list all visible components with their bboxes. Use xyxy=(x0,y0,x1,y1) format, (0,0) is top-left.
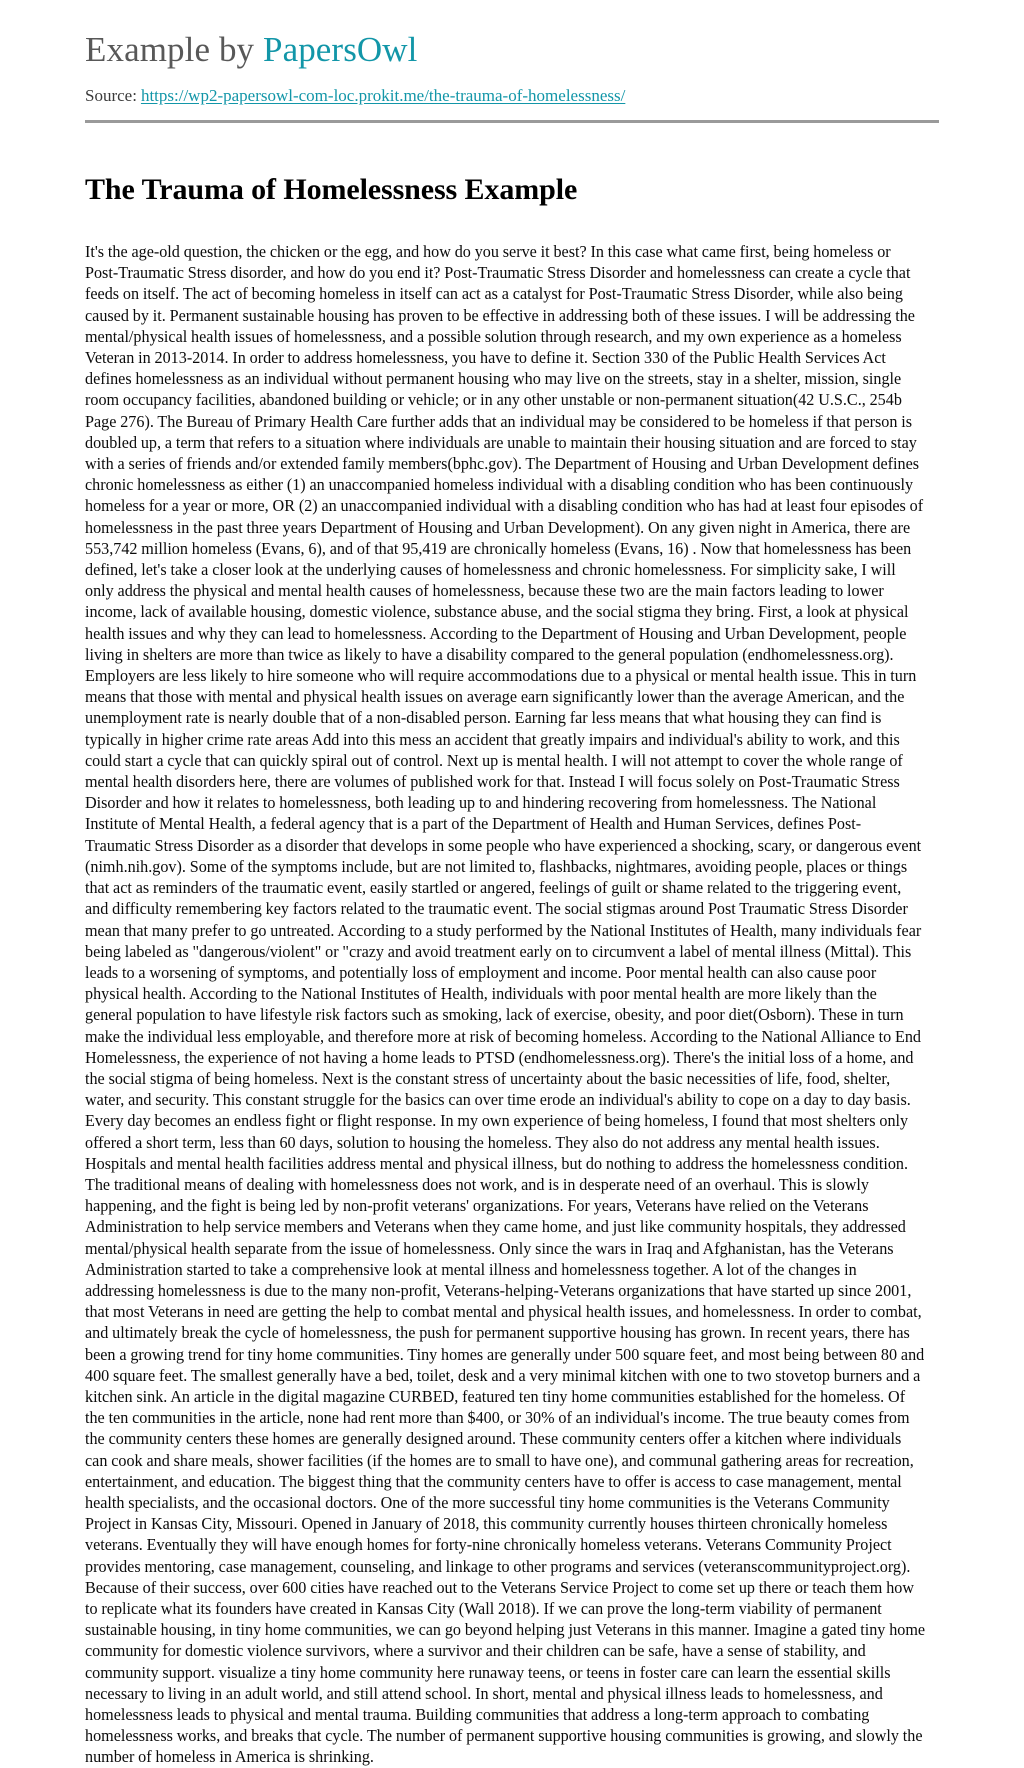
source-line xyxy=(85,85,939,107)
brand-name-text: PapersOwl xyxy=(263,30,418,69)
brand-prefix-text: Example by xyxy=(85,30,263,69)
page-header xyxy=(0,0,1024,107)
source-url-link[interactable]: https://wp2-papersowl-com-loc.prokit.me/the-trauma-of-homelessness/ xyxy=(140,86,626,105)
brand-heading xyxy=(85,28,939,72)
source-label: Source: xyxy=(85,86,137,105)
essay-paragraph: It's the age-old question, the chicken or the egg, and how do you serve it best? In this case what came first, being homeless or Post-Traumatic Stress disorder, and how do you end it? Post-Traumatic Stress Disorder and homelessness can create a cycle that feeds on itself. The act of becoming homeless in itself can act as a catalyst for Post-Traumatic Stress Disorder, while also being caused by it. Permanent sustainable housing has proven to be effective in addressing both of these issues. I will be addressing the mental/physical health issues of homelessness, and a possible solution through research, and my own experience as a homeless Veteran in 2013-2014. In order to address homelessness, you have to define it. Section 330 of the Public Health Services Act defines homelessness as an individual without permanent housing who may live on the streets, stay in a shelter, mission, single room occupancy facilities, abandoned building or vehicle; or in any other unstable or non-permanent situation(42 U.S.C., 254b Page 276). The Bureau of Primary Health Care further adds that an individual may be considered to be homeless if that person is doubled up, a term that refers to a situation where individuals are unable to maintain their housing situation and are forced to stay with a series of friends and/or extended family members(bphc.gov). The Department of Housing and Urban Development defines chronic homelessness as either (1) an unaccompanied homeless individual with a disabling condition who has been continuously homeless for a year or more, OR (2) an unaccompanied individual with a disabling condition who has had at least four episodes of homelessness in the past three years Department of Housing and Urban Development). On any given night in America, there are 553,742 million homeless (Evans, 6), and of that 95,419 are chronically homeless (Evans, 16) . Now that homelessness has been defined, let's take a closer look at the underlying causes of homelessness and chronic homelessness. For simplicity sake, I will only address the physical and mental health causes of homelessness, because these two are the main factors leading to lower income, lack of available housing, domestic violence, substance abuse, and the social stigma they bring. First, a look at physical health issues and why they can lead to homelessness. According to the Department of Housing and Urban Development, people living in shelters are more than twice as likely to have a disability compared to the general population (endhomelessness.org). Employers are less likely to hire someone who will require accommodations due to a physical or mental health issue. This in turn means that those with mental and physical health issues on average earn significantly lower than the average American, and the unemployment rate is nearly double that of a non-disabled person. Earning far less means that what housing they can find is typically in higher crime rate areas Add into this mess an accident that greatly impairs and individual's ability to work, and this could start a cycle that can quickly spiral out of control. Next up is mental health. I will not attempt to cover the whole range of mental health disorders here, there are volumes of published work for that. Instead I will focus solely on Post-Traumatic Stress Disorder and how it relates to homelessness, both leading up to and hindering recovering from homelessness. The National Institute of Mental Health, a federal agency that is a part of the Department of Health and Human Services, defines Post-Traumatic Stress Disorder as a disorder that develops in some people who have experienced a shocking, scary, or dangerous event (nimh.nih.gov). Some of the symptoms include, but are not limited to, flashbacks, nightmares, avoiding people, places or things that act as reminders of the traumatic event, easily startled or angered, feelings of guilt or shame related to the triggering event, and difficulty remembering key factors related to the traumatic event. The social stigmas around Post Traumatic Stress Disorder mean that many prefer to go untreated. According to a study performed by the National Institutes of Health, many individuals fear being labeled as "dangerous/violent" or "crazy and avoid treatment early on to circumvent a label of mental illness (Mittal). This leads to a worsening of symptoms, and potentially loss of employment and income. Poor mental health can also cause poor physical health. According to the National Institutes of Health, individuals with poor mental health are more likely than the general population to have lifestyle risk factors such as smoking, lack of exercise, obesity, and poor diet(Osborn). These in turn make the individual less employable, and therefore more at risk of becoming homeless. According to the National Alliance to End Homelessness, the experience of not having a home leads to PTSD (endhomelessness.org). There's the initial loss of a home, and the social stigma of being homeless. Next is the constant stress of uncertainty about the basic necessities of life, food, shelter, water, and security. This constant struggle for the basics can over time erode an individual's ability to cope on a day to day basis. Every day becomes an endless fight or flight response. In my own experience of being homeless, I found that most shelters only offered a short term, less than 60 days, solution to housing the homeless. They also do not address any mental health issues. Hospitals and mental health facilities address mental and physical illness, but do nothing to address the homelessness condition. The traditional means of dealing with homelessness does not work, and is in desperate need of an overhaul. This is slowly happening, and the fight is being led by non-profit veterans' organizations. For years, Veterans have relied on the Veterans Administration to help service members and Veterans when they came home, and just like community hospitals, they addressed mental/physical health separate from the issue of homelessness. Only since the wars in Iraq and Afghanistan, has the Veterans Administration started to take a comprehensive look at mental illness and homelessness together. A lot of the changes in addressing homelessness is due to the many non-profit, Veterans-helping-Veterans organizations that have started up since 2001, that most Veterans in need are getting the help to combat mental and physical health issues, and homelessness. In order to combat, and ultimately break the cycle of homelessness, the push for permanent supportive housing has grown. In recent years, there has been a growing trend for tiny home communities. Tiny homes are generally under 500 square feet, and most being between 80 and 400 square feet. The smallest generally have a bed, toilet, desk and a very minimal kitchen with one to two stovetop burners and a kitchen sink. An article in the digital magazine CURBED, featured ten tiny home communities established for the homeless. Of the ten communities in the article, none had rent more than $400, or 30% of an individual's income. The true beauty comes from the community centers these homes are generally designed around. These community centers offer a kitchen where individuals can cook and share meals, shower facilities (if the homes are to small to have one), and communal gathering areas for recreation, entertainment, and education. The biggest thing that the community centers have to offer is access to case management, mental health specialists, and the occasional doctors. One of the more successful tiny home communities is the Veterans Community Project in Kansas City, Missouri. Opened in January of 2018, this community currently houses thirteen chronically homeless veterans. Eventually they will have enough homes for forty-nine chronically homeless veterans. Veterans Community Project provides mentoring, case management, counseling, and linkage to other programs and services (veteranscommunityproject.org). Because of their success, over 600 cities have reached out to the Veterans Service Project to come set up there or teach them how to replicate what its founders have created in Kansas City (Wall 2018). If we can prove the long-term viability of permanent sustainable housing, in tiny home communities, we can go beyond helping just Veterans in this manner. Imagine a gated tiny home community for domestic violence survivors, where a survivor and their children can be safe, have a sense of stability, and community support. visualize a tiny home community here runaway teens, or teens in foster care can learn the essential skills necessary to living in an adult world, and still attend school. In short, mental and physical illness leads to homelessness, and homelessness leads to physical and mental trauma. Building communities that address a long-term approach to combating homelessness works, and breaks that cycle. The number of permanent supportive housing communities is growing, and slowly the number of homeless in America is shrinking. xyxy=(85,242,926,1767)
header-divider xyxy=(85,120,939,123)
document-body xyxy=(0,172,1024,1768)
page-title: The Trauma of Homelessness Example xyxy=(85,173,578,206)
